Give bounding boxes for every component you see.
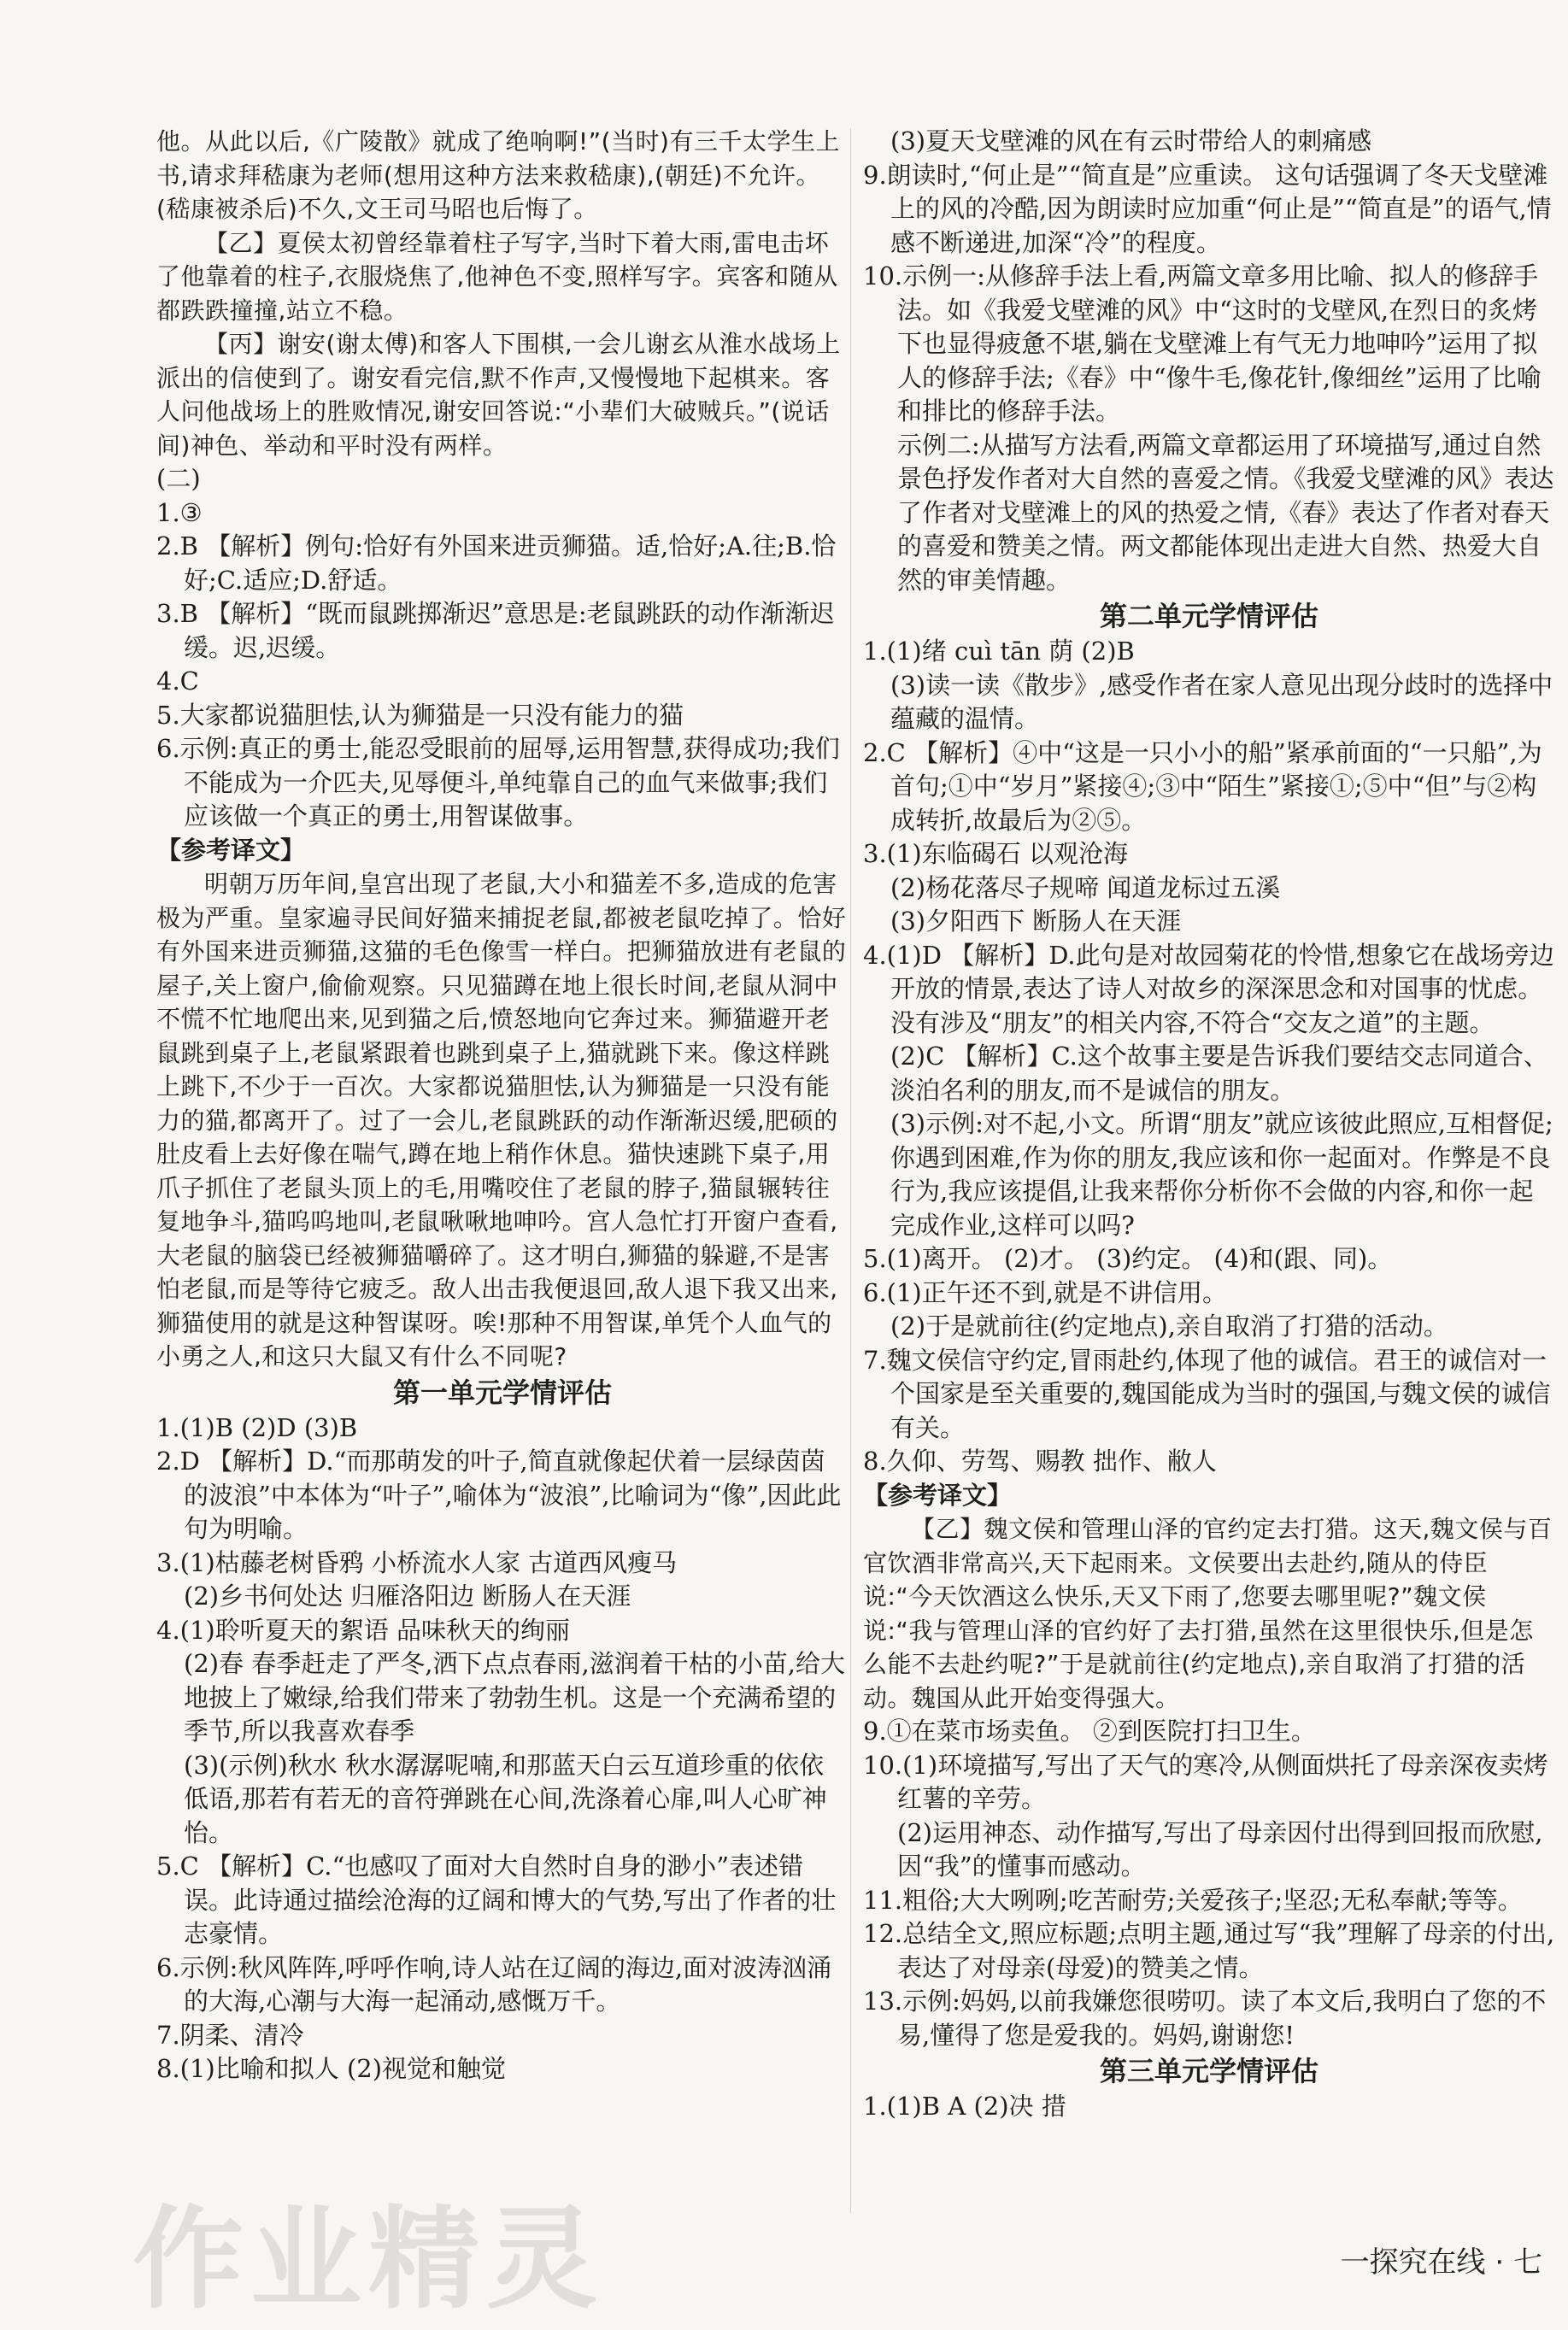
answer-item: 1.(1)B A (2)决 措 <box>863 2092 1066 2121</box>
answer-subitem: (2)C 【解析】C.这个故事主要是告诉我们要结交志同道合、淡泊名利的朋友,而不是诚信的朋友。 <box>890 1042 1548 1105</box>
answer-subitem: (3)读一读《散步》,感受作者在家人意见出现分歧时的选择中蕴藏的温情。 <box>890 670 1553 733</box>
answer-subitem: 示例二:从描写方法看,两篇文章都运用了环境描写,通过自然景色抒发作者对大自然的喜爱之情。《我爱戈壁滩的风》表达了作者对戈壁滩上的风的热爱之情,《春》表达了作者对春天的喜爱和赞美之情。两文都能体现出走进大自然、热爱大自然的审美情趣。 <box>897 430 1554 595</box>
answer-subitem: (2)运用神态、动作描写,写出了母亲因付出得到回报而欣慰,因“我”的懂事而感动。 <box>897 1817 1543 1881</box>
answer-item: 1.(1)B (2)D (3)B <box>156 1412 358 1442</box>
reference-translation-heading: 【参考译文】 <box>863 1480 1013 1510</box>
translation-paragraph: 【丙】谢安(谢太傅)和客人下围棋,一会儿谢玄从淮水战场上派出的信使到了。谢安看完信,默不作声,又慢慢地下起棋来。客人问他战场上的胜败情况,谢安回答说:“小辈们大破贼兵。”(说话间)神色、举动和平时没有两样。 <box>156 330 841 460</box>
answer-item: 13.示例:妈妈,以前我嫌您很唠叨。读了本文后,我明白了您的不易,懂得了您是爱我的。妈妈,谢谢您! <box>863 1987 1547 2050</box>
answer-item: 8.久仰、劳驾、赐教 拙作、敝人 <box>863 1447 1217 1476</box>
answer-item: 7.魏文侯信守约定,冒雨赴约,体现了他的诚信。君王的诚信对一个国家是至关重要的,魏国能成为当时的强国,与魏文侯的诚信有关。 <box>863 1345 1551 1442</box>
answer-item: 8.(1)比喻和拟人 (2)视觉和触觉 <box>156 2054 507 2083</box>
answer-item: 9.朗读时,“何止是”“简直是”应重读。 这句话强调了冬天戈壁滩上的风的冷酷,因为朗读时应加重“何止是”“简直是”的语气,情感不断递进,加深“冷”的程度。 <box>863 160 1552 257</box>
answer-subitem: (2)春 春季赶走了严冬,洒下点点春雨,滋润着干枯的小苗,给大地披上了嫩绿,给我们带来了勃勃生机。这是一个充满希望的季节,所以我喜欢春季 <box>184 1649 845 1746</box>
translation-paragraph: 明朝万历年间,皇宫出现了老鼠,大小和猫差不多,造成的危害极为严重。皇家遍寻民间好猫来捕捉老鼠,都被老鼠吃掉了。恰好有外国来进贡狮猫,这猫的毛色像雪一样白。把狮猫放进有老鼠的屋子,关上窗户,偷偷观察。只见猫蹲在地上很长时间,老鼠从洞中不慌不忙地爬出来,见到猫之后,愤怒地向它奔过来。狮猫避开老鼠跳到桌子上,老鼠紧跟着也跳到桌子上,猫就跳下来。像这样跳上跳下,不少于一百次。大家都说猫胆怯,认为狮猫是一只没有能力的猫,都离开了。过了一会儿,老鼠跳跃的动作渐渐迟缓,肥硕的肚皮看上去好像在喘气,蹲在地上稍作休息。猫快速跳下桌子,用爪子抓住了老鼠头顶上的毛,用嘴咬住了老鼠的脖子,猫鼠辗转往复地争斗,猫呜呜地叫,老鼠啾啾地呻吟。宫人急忙打开窗户查看,大老鼠的脑袋已经被狮猫嚼碎了。这才明白,狮猫的躲避,不是害怕老鼠,而是等待它疲乏。敌人出击我便退回,敌人退下我又出来,狮猫使用的就是这种智谋呀。唉!那种不用智谋,单凭个人血气的小勇之人,和这只大鼠又有什么不同呢? <box>156 870 847 1370</box>
answer-item: 4.(1)聆听夏天的絮语 品味秋天的绚丽 <box>156 1615 570 1645</box>
part-heading: (二) <box>156 464 201 493</box>
section-title: 第二单元学情评估 <box>1099 600 1318 632</box>
answer-item: 3.(1)枯藤老树昏鸦 小桥流水人家 古道西风瘦马 <box>156 1547 678 1577</box>
answer-item: 3.(1)东临碣石 以观沧海 <box>863 839 1128 868</box>
answer-item: 11.粗俗;大大咧咧;吃苦耐劳;关爱孩子;坚忍;无私奉献;等等。 <box>863 1885 1523 1915</box>
answer-subitem: (3)示例:对不起,小文。所谓“朋友”就应该彼此照应,互相督促;你遇到困难,作为你的朋友,我应该和你一起面对。作弊是不良行为,我应该提倡,让我来帮你分析你不会做的内容,和你一起完成作业,这样可以吗? <box>890 1109 1553 1240</box>
answer-item: 10.(1)环境描写,写出了天气的寒冷,从侧面烘托了母亲深夜卖烤红薯的辛劳。 <box>863 1750 1548 1813</box>
answer-item: 6.(1)正午还不到,就是不讲信用。 <box>863 1277 1227 1307</box>
answer-subitem: (2)杨花落尽子规啼 闻道龙标过五溪 <box>890 872 1281 902</box>
answer-item: 7.阴柔、清冷 <box>156 2020 304 2050</box>
translation-paragraph: 【乙】魏文侯和管理山泽的官约定去打猎。这天,魏文侯与百官饮酒非常高兴,天下起雨来。文侯要出去赴约,随从的侍臣说:“今天饮酒这么快乐,天又下雨了,您要去哪里呢?”魏文侯说:“我与管理山泽的官约好了去打猎,虽然在这里很快乐,但是怎么能不去赴约呢?”于是就前往(约定地点),亲自取消了打猎的活动。魏国从此开始变得强大。 <box>863 1515 1553 1712</box>
answer-item: 4.C <box>156 666 199 695</box>
left-column <box>156 125 849 2086</box>
answer-item: 2.D 【解析】D.“而那萌发的叶子,简直就像起伏着一层绿茵茵的波浪”中本体为“叶子”,喻体为“波浪”,比喻词为“像”,因此此句为明喻。 <box>156 1447 842 1543</box>
answer-item: 1.(1)绪 cuì tān 荫 (2)B <box>863 637 1135 666</box>
translation-paragraph: 【乙】夏侯太初曾经靠着柱子写字,当时下着大雨,雷电击坏了他靠着的柱子,衣服烧焦了,他神色不变,照样写字。宾客和随从都跌跌撞撞,站立不稳。 <box>156 228 838 325</box>
answer-item: 5.(1)离开。 (2)才。 (3)约定。 (4)和(跟、同)。 <box>863 1244 1393 1273</box>
answer-item: 3.B 【解析】“既而鼠跳掷渐迟”意思是:老鼠跳跃的动作渐渐迟缓。迟,迟缓。 <box>156 599 835 662</box>
answer-subitem: (2)于是就前往(约定地点),亲自取消了打猎的活动。 <box>890 1312 1448 1341</box>
answer-item: 9.①在菜市场卖鱼。 ②到医院打扫卫生。 <box>863 1717 1316 1746</box>
answer-item: 6.示例:真正的勇士,能忍受眼前的屈辱,运用智慧,获得成功;我们不能成为一介匹夫,见辱便斗,单纯靠自己的血气来做事;我们应该做一个真正的勇士,用智谋做事。 <box>156 734 840 830</box>
answer-item: 5.大家都说猫胆怯,认为狮猫是一只没有能力的猫 <box>156 700 684 730</box>
answer-item: 2.B 【解析】例句:恰好有外国来进贡狮猫。适,恰好;A.往;B.恰好;C.适应;D.舒适。 <box>156 531 837 595</box>
section-title: 第一单元学情评估 <box>392 1376 612 1409</box>
reference-translation-heading: 【参考译文】 <box>156 835 306 865</box>
answer-item: 5.C 【解析】C.“也感叹了面对大自然时自身的渺小”表述错误。此诗通过描绘沧海的辽阔和博大的气势,写出了作者的壮志豪情。 <box>156 1852 837 1948</box>
answer-subitem: (3)夏天戈壁滩的风在有云时带给人的刺痛感 <box>890 126 1372 156</box>
section-title: 第三单元学情评估 <box>1099 2055 1318 2087</box>
answer-subitem: (3)(示例)秋水 秋水潺潺呢喃,和那蓝天白云互道珍重的依依低语,那若有若无的音符弹跳在心间,洗涤着心扉,叫人心旷神怡。 <box>184 1750 827 1847</box>
watermark-logo: 作业精灵 <box>132 2194 605 2324</box>
translation-paragraph: 他。从此以后,《广陵散》就成了绝响啊!”(当时)有三千太学生上书,请求拜嵇康为老师(想用这种方法来救嵇康),(朝廷)不允许。(嵇康被杀后)不久,文王司马昭也后悔了。 <box>156 127 840 223</box>
answer-item: 2.C 【解析】④中“这是一只小小的船”紧承前面的“一只船”,为首句;①中“岁月”紧接④;③中“陌生”紧接①;⑤中“但”与②构成转折,故最后为②⑤。 <box>863 737 1542 835</box>
answer-subitem: (2)乡书何处达 归雁洛阳边 断肠人在天涯 <box>184 1582 631 1611</box>
answer-item: 1.③ <box>156 497 203 527</box>
answer-subitem: (3)夕阳西下 断肠人在天涯 <box>890 907 1182 936</box>
answer-item: 4.(1)D 【解析】D.此句是对故园菊花的怜惜,想象它在战场旁边开放的情景,表达了诗人对故乡的深深思念和对国事的忧虑。没有涉及“朋友”的相关内容,不符合“交友之道”的主题。 <box>863 940 1554 1037</box>
page-footer: 一探究在线 · 七 <box>1340 2245 1542 2280</box>
answer-item: 12.总结全文,照应标题;点明主题,通过写“我”理解了母亲的付出,表达了对母亲(母爱)的赞美之情。 <box>863 1919 1555 1982</box>
answer-item: 6.示例:秋风阵阵,呼呼作响,诗人站在辽阔的海边,面对波涛汹涌的大海,心潮与大海一起涌动,感慨万千。 <box>156 1952 832 2016</box>
answer-item: 10.示例一:从修辞手法上看,两篇文章多用比喻、拟人的修辞手法。如《我爱戈壁滩的风》中“这时的戈壁风,在烈日的炙烤下也显得疲惫不堪,躺在戈壁滩上有气无力地呻吟”运用了拟人的修辞手法;《春》中“像牛毛,像花针,像细丝”运用了比喻和排比的修辞手法。 <box>863 261 1542 426</box>
right-column <box>863 125 1555 2124</box>
column-divider <box>850 128 851 2213</box>
